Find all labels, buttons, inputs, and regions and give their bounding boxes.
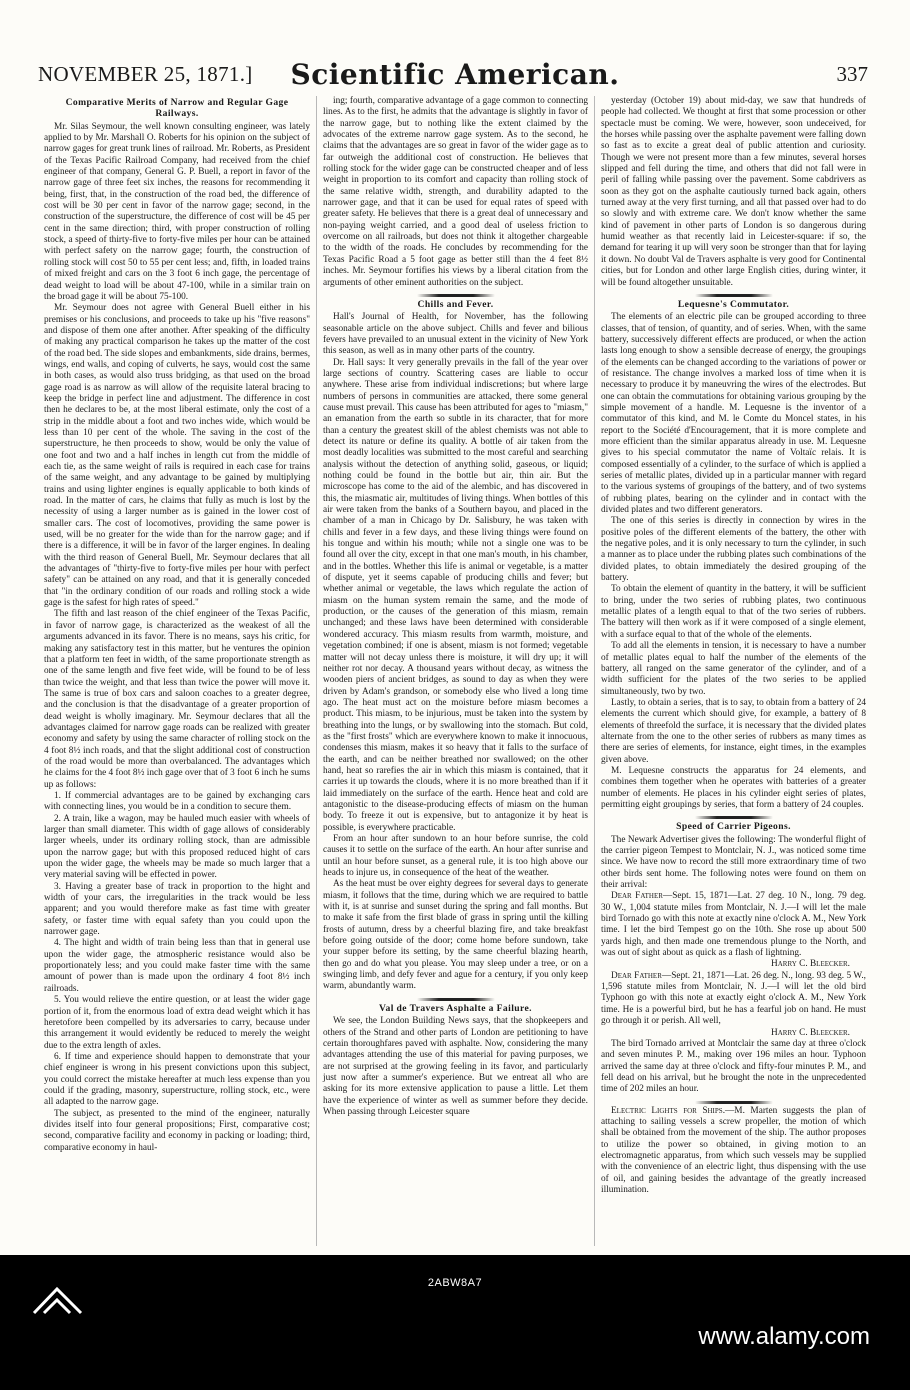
masthead bbox=[38, 58, 872, 94]
paragraph: 3. Having a greater base of track in proportion to the hight and width of your cars, the irregularities in the track would be less apparent; and you would therefore make as fast time with greater safety, or faster time with equal safety than you could upon the narrower gage. bbox=[44, 881, 310, 938]
heading-chills-fever: Chills and Fever. bbox=[417, 298, 494, 310]
watermark-footer bbox=[0, 1255, 910, 1390]
paragraph: M. Lequesne constructs the apparatus for 24 elements, and combines them together when he operates with batteries of a greater number of elements. He places in his cylinder eight series of plates, permitting eight groupings by series, that form a battery of 24 couples. bbox=[601, 765, 866, 810]
paragraph: From an hour after sundown to an hour before sunrise, the cold causes it to settle on the surface of the earth. An hour after sunrise and until an hour before sunset, as a general rule, it is too high above our heads to injure us, in consequence of the heat of the weather. bbox=[323, 834, 588, 879]
paragraph: We see, the London Building News says, that the shopkeepers and others of the Strand and other parts of London are petitioning to have certain thoroughfares paved with asphalte. Now, considering the many advantages attending the use of this material for paving purposes, we are not surprised at the growing feeling in its favor, and particularly just now after a summer's experience. But we entreat all who are asking for its more extensive application to pause a little. Let them have the experience of winter as well as summer before they decide. When passing through Leicester square bbox=[323, 1016, 588, 1117]
section-divider bbox=[417, 998, 495, 1001]
paragraph: The subject, as presented to the mind of the engineer, naturally divides itself into four general propositions; First, comparative cost; second, comparative facility and economy in packing or loading; third, comparative economy in haul- bbox=[44, 1108, 310, 1153]
alamy-logo-icon bbox=[30, 1285, 85, 1317]
paragraph: The bird Tornado arrived at Montclair the same day at three o'clock and seven minutes P. M., making over 196 miles an hour. Typhoon arrived the same day at three o'clock and fifty-four minutes P. M., and fell dead on his arrival, but he brought the note in the unprecedented time of 202 miles an hour. bbox=[601, 1038, 866, 1095]
column-3 bbox=[594, 96, 872, 1246]
issue-date: NOVEMBER 25, 1871.] bbox=[38, 62, 253, 86]
paragraph: The Newark Advertiser gives the following: The wonderful flight of the carrier pigeon Tempest to Montclair, N. J., was noticed some time since. We have now to record the still more extraordinary time of two other birds sent home. The following notes were found on them on their arrival: bbox=[601, 834, 866, 891]
letter-signature: Harry C. Bleecker. bbox=[771, 1027, 850, 1038]
paragraph: The fifth and last reason of the chief engineer of the Texas Pacific, in favor of narrow gage, is characterized as the weakest of all the arguments advanced in its favor. There is no means, says his critic, for making any satisfactory test in this matter, but he ventures the opinion that a platform ten feet in width, of the same proportionate strength as one of the same length and five feet wide, will be found to be of less than twice the weight, and that less than twice the power will move it. The same is true of box cars and saloon coaches to a greater degree, and the conclusion is that the disadvantage of a greater proportion of dead weight is wholly imaginary. Mr. Seymour declares that all the advantages claimed for narrow gage roads can be realized with greater economy and safety by using the same character of rolling stock on the 4 foot 8½ inch roads, and that the slight additional cost of construction of the road would be more than overbalanced. The advantages which he claims for the 4 foot 8½ inch gage over that of 3 foot 6 inch he sums up as follows: bbox=[44, 609, 310, 790]
paragraph: Lastly, to obtain a series, that is to say, to obtain from a battery of 24 elements the current which should give, for example, a battery of 8 elements of threefold the surface, it is necessary that the divided plates alternate from the one to the other series of rubbers as many times as there are series of elements, for instance, eight times, in the examples given above. bbox=[601, 697, 866, 765]
section-divider bbox=[695, 294, 773, 297]
paragraph-body: .—M. Marten suggests the plan of attaching to sailing vessels a screw propeller, the motion of which shall be obtained from the movement of the ship. The author proposes to utilize the power so obtained, in giving motion to an electromagnetic apparatus, from which such vessels may be supplied with the convenience of an electric light, thus dispensing with the use of oil, and gaining besides the advantage of the greatly increased illumination. bbox=[601, 1105, 866, 1195]
paragraph: Dr. Hall says: It very generally prevails in the fall of the year over large sections of country. Scattering cases are liable to occur anywhere. These arise from individual indiscretions; but where large numbers of persons in communities are attacked, there some general cause must prevail. This cause has been attributed for ages to "miasm," an emanation from the earth so subtle in its character, that for more than a century the greatest skill of the ablest chemists was not able to detect its nature or define its quality. A bottle of air taken from the most deadly localities was submitted to the most careful and searching analysis without the detection of anything solid, gaseous, or liquid; nothing could be found in the bottle but air, thin air. But the microscope has come to the aid of the alembic, and has discovered in this, the miasmatic air, multitudes of living things. When bottles of this air were taken from the banks of a Southern bayou, and placed in the chamber of a man in Chicago by Dr. Salisbury, he was taken with chills and fever in a few days, and these living things were found on his tongue and within his mouth; while not a single one was to be found all over the city, except in that one man's mouth, in his chamber, and in the bottles. Whether this life is animal or vegetable, is a matter of dispute, yet it seems capable of producing chills and fever; but whether animal or vegetable, the laws which regulate the action of miasm on the human system remain the same, and the mode of production, or the causes of the generation of this miasm, remain unchanged; and these laws have been determined with considerable wondered accuracy. This miasm results from warmth, moisture, and vegetation combined; if one is absent, miasm is not formed; vegetable matter will not decay unless there is moisture, it will dry up; it will neither rot nor decay. A thousand years without decay, as witness the wooden piers of ancient bridges, as sound to day as when they were driven by Adam's grandson, or somebody else who lived a long time ago. The heat must act on the moisture before miasm becomes a product. This miasm, to be injurious, must be taken into the system by breathing into the lungs, or by swallowing into the stomach. But cold, as the "first frosts" which are everywhere known to make it innocuous, condenses this miasm, makes it so heavy that it falls to the surface of the earth, and can be neither breathed nor swallowed; on the other hand, heat so rarefies the air in which this miasm is contained, that it carries it up towards the clouds, where it is no more breathed than if it laid immediately on the surface of the earth. Hence heat and cold are antagonistic to the disease-producing effects of miasm on the human body. To freeze it out is expensive, but to antagonize it by heat is possible, is everywhere practicable. bbox=[323, 357, 588, 833]
letter-paragraph bbox=[601, 891, 866, 959]
letter-paragraph bbox=[601, 971, 866, 1028]
paragraph: 5. You would relieve the entire question, or at least the wider gage portion of it, from the enormous load of extra dead weight which it has heretofore been compelled by its adversaries to carry, because under this arrangement it would evidently be reduced to merely the weight due to the extra length of axles. bbox=[44, 995, 310, 1051]
heading-asphalte: Val de Travers Asphalte a Failure. bbox=[379, 1002, 532, 1014]
section-divider bbox=[695, 1101, 773, 1104]
paragraph: 6. If time and experience should happen to demonstrate that your chief engineer is wrong in his present convictions upon this subject, you could correct the mistake hereafter at much less expense than you could if the grading, masonry, superstructure, rolling stock, etc., were all adapted to the narrow gage. bbox=[44, 1051, 310, 1108]
paragraph: 4. The hight and width of train being less than that in general use upon the wider gage, the atmospheric resistance would also be proportionately less; and you could make faster time with the same amount of power than is made upon the ordinary 4 foot 8½ inch railroads. bbox=[44, 938, 310, 994]
paragraph: Mr. Seymour does not agree with General Buell either in his premises or his conclusions, and proceeds to take up his "five reasons" and dispose of them one after another. After speaking of the difficulty of making any practical comparison he takes up the matter of the cost of the road bed. The side slopes and embankments, side drains, bermes, wings, end walls, and coping of culverts, he says, would cost the same in both cases, as would also truss bridging, as that used on the broad gage road is as narrow as will allow of the requisite lateral bracing to keep the bridge in perfect line and adjustment. The difference in cost then he declares to be, at the most liberal estimate, only the cost of a strip in the middle about a foot and two inches wide, which would be less than 10 per cent of the whole. The saving in the cost of the superstructure, he then proceeds to show, would be only the value of one foot and two and a half inches in length cut from the middle of each tie, as the same weight of rails is required in each case for trains of the same weight, and any advantage to be gained by multiplying trains and using lighter engines is equally applicable to both kinds of road. In the matter of cars, he claims that fully as much is lost by the necessity of using a larger number as is gained in the lower cost of smaller cars. The cost of locomotives, providing the same power is used, will be no greater for the wide than for the narrow gage; and if there is a difference, it will be in favor of the larger engines. In dealing with the third reason of General Buell, Mr. Seymour declares that all the advantages of "thirty-five to forty-five miles per hour with perfect safety" can be attained on any road, and that it is generally conceded that "in the ordinary condition of our roads and rolling stock a wide gage is the safest for high rates of speed." bbox=[44, 303, 311, 609]
paragraph: To obtain the element of quantity in the battery, it will be sufficient to bring, under the two series of rubbing plates, two continuous metallic plates of a length equal to that of the two series of rubbers. The battery will then work as if it were composed of a single element, with a surface equal to that of the whole of the elements. bbox=[601, 584, 866, 640]
paragraph: As the heat must be over eighty degrees for several days to generate miasm, it follows that the time, during which we are required to battle with it, is at sunrise and sunset during the spring and fall months. But to make it safe from the first blade of grass in spring until the killing frosts of autumn, dress by a cheerful blazing fire, and take breakfast before going outside of the door; come home before sundown, take your supper before its setting, by the same cheerful blazing hearth, then go and do what you please. You may sleep under a tree, or on a swinging limb, and defy fever and ague for a century, if you only keep warm, abundantly warm. bbox=[323, 879, 588, 992]
heading-commutator: Lequesne's Commutator. bbox=[677, 298, 790, 310]
paragraph: Mr. Silas Seymour, the well known consulting engineer, was lately applied to by Mr. Marshall O. Roberts for his opinion on the subject of narrow gages for great trunk lines of railroad. Mr. Roberts, as President of the Texas Pacific Railroad Company, had received from the chief engineer of that company, General G. P. Buell, a report in favor of the narrow gage of three feet six inches, the reasons for recommending it being, first, that, in the construction of the road bed, the difference of cost will be 30 per cent in favor of the narrow gage; second, in the construction of the superstructure, the difference of cost will be 45 per cent in the same direction; third, with proper construction of rolling stock, a speed of thirty-five to forty-five miles per hour can be attained with perfect safety on the narrow gage; fourth, the construction of rolling stock will cost 50 to 55 per cent less; and, fifth, in loaded trains of mixed freight and cars on the 3 foot 6 inch gage, the percentage of dead weight to load will be about 47-100, while in a similar train on the broad gage it will be about 75-100. bbox=[44, 121, 310, 302]
letter-body: —Sept. 21, 1871—Lat. 26 deg. N., long. 93 deg. 5 W., 1,596 statute miles from Montclair, N. J.—I will let the old bird Typhoon go with this note at exactly eight o'clock A. M., New York time. He is a powerful bird, but he has a fearful job on hand. He must go through it or perish. All well, bbox=[601, 970, 866, 1027]
heading-narrow-gage: Comparative Merits of Narrow and Regular Gage Railways. bbox=[65, 97, 289, 120]
site-url: www.alamy.com bbox=[698, 1323, 870, 1350]
image-id: 2ABW8A7 bbox=[427, 1277, 483, 1289]
letter-salutation: Dear Father bbox=[611, 891, 663, 902]
letter-signature: Harry C. Bleecker. bbox=[771, 959, 850, 970]
paragraph: The one of this series is directly in connection by wires in the positive poles of the different elements of the battery, the other with the negative poles, and it is only necessary to turn the cylinder, in such a manner as to place under the rubbing plates such combinations of the divided plates, to obtain immediately the desired grouping of the battery. bbox=[601, 516, 866, 584]
paragraph: To add all the elements in tension, it is necessary to have a number of metallic plates equal to half the number of the elements of the battery, all ranged on the same generator of the cylinder, and of a width sufficient for the plates of the two series to be applied simultaneously, two by two. bbox=[601, 641, 866, 697]
article-columns bbox=[38, 96, 874, 1246]
paragraph: ing; fourth, comparative advantage of a gage common to connecting lines. As to the first, he admits that the advantage is slightly in favor of the narrow gage, but to nothing like the extent claimed by the advocates of the extreme narrow gage system. As to the second, he claims that the advantages are so great in favor of the wider gage as to far outweigh the additional cost of construction. He believes that rolling stock for the wider gage can be constructed cheaper and of less weight in proportion to its comfort and capacity than rolling stock of the same relative width, strength, and durability adapted to the narrower gage, and that it can be used for equal rates of speed with greater safety. He believes that there is a great deal of unnecessary and non-paying weight carried, and a good deal of useless friction to overcome on all railroads, but does not think it altogether chargeable to the width of the roads. He concludes by recommending for the Texas Pacific Road a 5 foot gage as better still than the 4 feet 8½ inches. Mr. Seymour fortifies his views by a liberal citation from the arguments of other eminent authorities on the subject. bbox=[323, 96, 588, 288]
letter-body: —Sept. 15, 1871—Lat. 27 deg. 10 N., long. 79 deg. 30 W., 1,004 statute miles from Montclair, N. J.—I will let the male bird Tornado go with this note at exactly nine o'clock A. M., New York time. I let the bird Tempest go on the 10th. She rose up about 500 yards high, and then made one tremendous plunge to the North, and was out of sight about as quick as a flash of lightning. bbox=[601, 891, 866, 959]
section-divider bbox=[417, 294, 495, 297]
heading-pigeons: Speed of Carrier Pigeons. bbox=[676, 821, 791, 833]
paragraph: 2. A train, like a wagon, may be hauled much easier with wheels of larger than small diameter. This width of gage allows of considerably larger wheels, under its ordinary rolling stock, than are admissible upon the narrow gage; but with this proposed reduced hight of cars upon the wider gage, the wheels may be made so much larger that a very material saving will be effected in power. bbox=[44, 813, 310, 881]
run-in-heading: Electric Lights for Ships bbox=[611, 1105, 723, 1116]
section-divider bbox=[695, 816, 773, 819]
column-2 bbox=[316, 96, 594, 1246]
paragraph: Hall's Journal of Health, for November, has the following seasonable article on the above subject. Chills and fever and bilious fevers have prevailed to an unusual extent in the vicinity of New York this season, as well as in many other parts of the country. bbox=[323, 312, 588, 357]
paragraph: The elements of an electric pile can be grouped according to three classes, that of tension, of quantity, and of series. When, with the same battery, successively different effects are produced, or when the action lasts long enough to show a sensible decrease of energy, the groupings of the elements can be changed according to the variations of power or of resistance. The change involves a marked loss of time when it is necessary to produce it by maneuvring the wires of the electrodes. But one can obtain the commutations for obtaining various grouping by the simple movement of a handle. M. Lequesne is the inventor of a commutator of this kind, and M. le Comte du Moncel states, in his report to the Société d'Encouragement, that it is more complete and more efficient than the similar apparatus already in use. M. Lequesne gives to his special commutator the name of Voltaïc relais. It is composed essentially of a cylinder, to the surface of which is applied a series of metallic plates, divided up in a particular manner with regard to the various systems of groupings of the battery, and of two systems of rubbing plates, bearing on the cylinder and in contact with the divided plates and two different generators. bbox=[601, 312, 866, 516]
paragraph: yesterday (October 19) about mid-day, we saw that hundreds of people had collected. We thought at first that some procession or other spectacle must be coming. We were, however, soon undeceived, for the horses while passing over the asphalte pavement were falling down so fast as to excite a great deal of public attention and curiosity. Though we were not present more than a few minutes, several horses slipped and fell during the time, and others that did not fall were in peril of falling while passing over the pavement. Some cabdrivers as soon as they got on the asphalte cautiously turned back again, others turned away at the very first turning, and all that passed over had to do so slowly and with extreme care. We don't know whether the same kind of pavement in other parts of London is so dangerous during humid weather as that recently laid in Leicester-square: if so, the demand for tearing it up will very soon be stronger than that for laying it down. No doubt Val de Travers asphalte is very good for Continental cities, but for London and other large English cities, during winter, it will be found altogether unsuitable. bbox=[601, 96, 866, 288]
page-number: 337 bbox=[836, 62, 868, 86]
column-1 bbox=[38, 96, 316, 1246]
letter-salutation: Dear Father bbox=[611, 970, 662, 981]
paragraph: 1. If commercial advantages are to be gained by exchanging cars with connecting lines, you would be in a condition to secure them. bbox=[44, 790, 310, 813]
publication-title: Scientific American. bbox=[290, 58, 620, 91]
paragraph-electric-lights bbox=[601, 1106, 866, 1197]
